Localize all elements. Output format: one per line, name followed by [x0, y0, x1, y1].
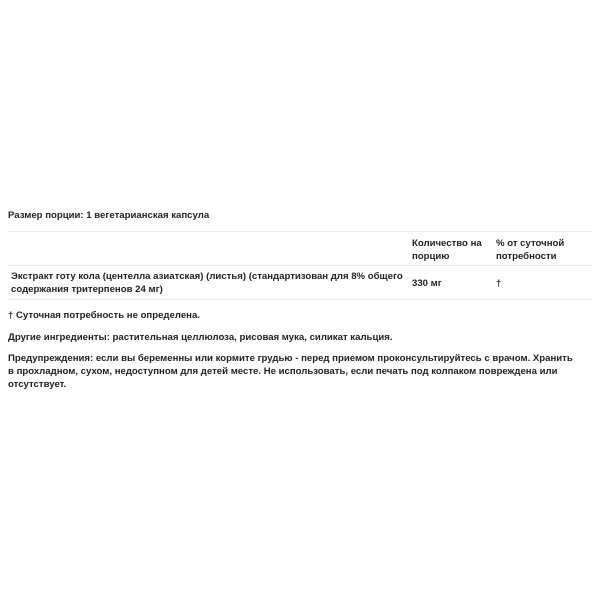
- ingredient-name: Экстракт готу кола (центелла азиатская) (листья) (стандартизован для 8% общего содержания тритерпенов 24 мг): [11, 271, 403, 295]
- table-row: [7, 266, 592, 300]
- serving-size: Размер порции: 1 вегетарианская капсула: [8, 210, 210, 221]
- daily-value-footnote: † Суточная потребность не определена.: [8, 310, 200, 321]
- header-amount-per-serving: Количество на порцию: [412, 238, 482, 262]
- warnings: Предупреждения: если вы беременны или кормите грудью - перед приемом проконсультируйтесь с врачом. Хранить в прохладном, сухом, недоступном для детей месте. Не использовать, если печать под колпаком повреждена или отсутствует.: [8, 353, 573, 390]
- other-ingredients: Другие ингредиенты: растительная целлюлоза, рисовая мука, силикат кальция.: [8, 332, 393, 343]
- supplement-facts-table: [7, 231, 592, 300]
- header-daily-value: % от суточной потребности: [496, 238, 565, 262]
- table-header-row: [7, 232, 592, 266]
- ingredient-amount: 330 мг: [412, 278, 442, 289]
- ingredient-daily-value: †: [496, 278, 502, 289]
